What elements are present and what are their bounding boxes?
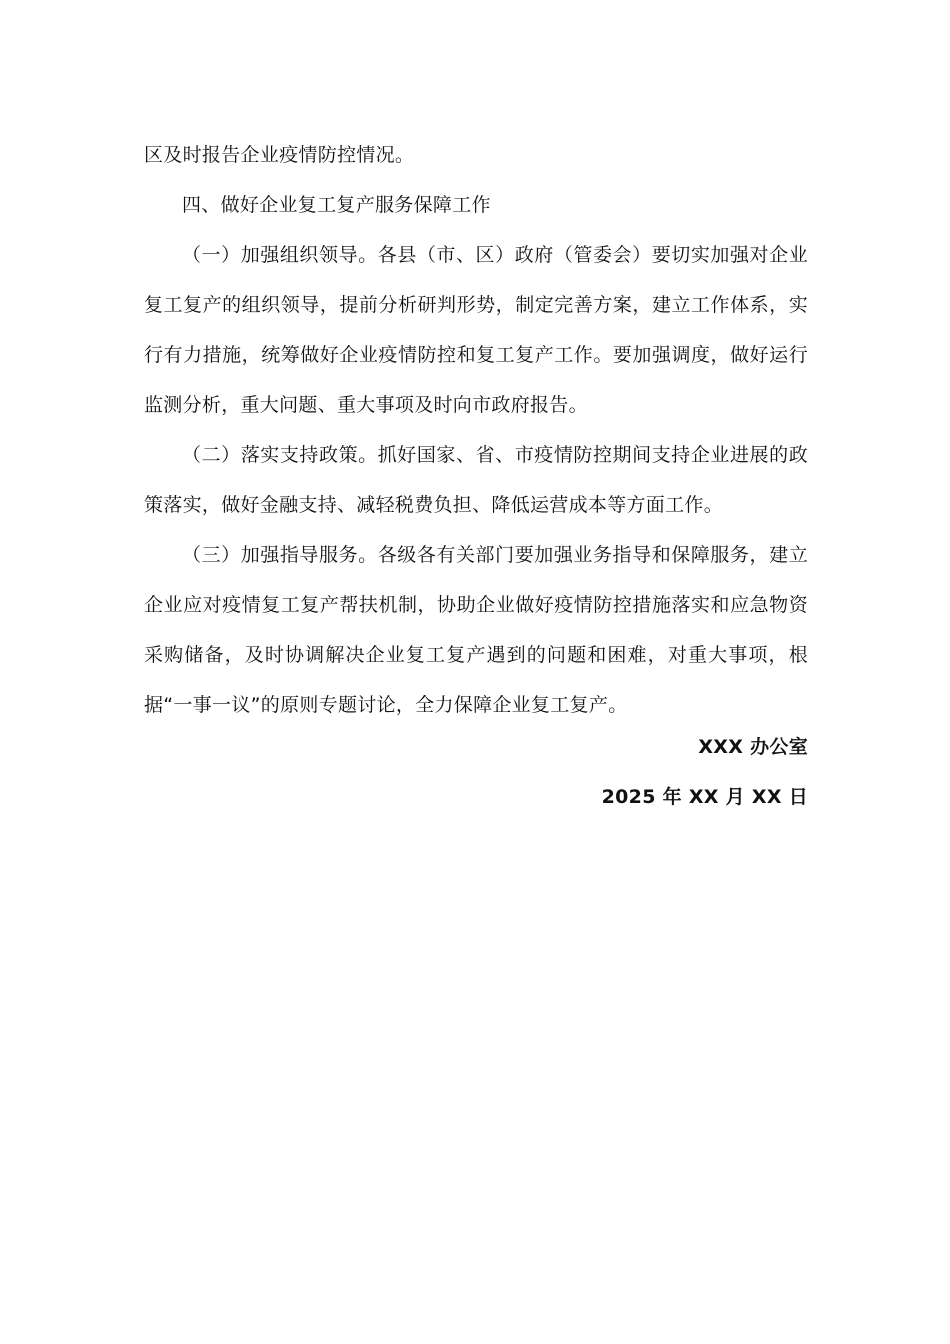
issue-date: 2025 年 XX 月 XX 日: [601, 786, 808, 808]
paragraph-item-3: （三）加强指导服务。各级各有关部门要加强业务指导和保障服务，建立企业应对疫情复工复产帮扶机制，协助企业做好疫情防控措施落实和应急物资采购储备，及时协调解决企业复工复产遇到的问题和困难，对重大事项，根据“一事一议”的原则专题讨论，全力保障企业复工复产。: [144, 544, 808, 716]
paragraph-item-1: （一）加强组织领导。各县（市、区）政府（管委会）要切实加强对企业复工复产的组织领导，提前分析研判形势，制定完善方案，建立工作体系，实行有力措施，统筹做好企业疫情防控和复工复产工作。要加强调度，做好运行监测分析，重大问题、重大事项及时向市政府报告。: [144, 244, 808, 416]
paragraph-continuation: 区及时报告企业疫情防控情况。: [144, 144, 415, 166]
issuing-office: XXX 办公室: [698, 736, 808, 758]
paragraph-item-2: （二）落实支持政策。抓好国家、省、市疫情防控期间支持企业进展的政策落实，做好金融支持、减轻税费负担、降低运营成本等方面工作。: [144, 444, 808, 516]
document-body: [144, 130, 808, 730]
section-heading: 四、做好企业复工复产服务保障工作: [182, 194, 491, 216]
signature-block: [602, 722, 808, 822]
